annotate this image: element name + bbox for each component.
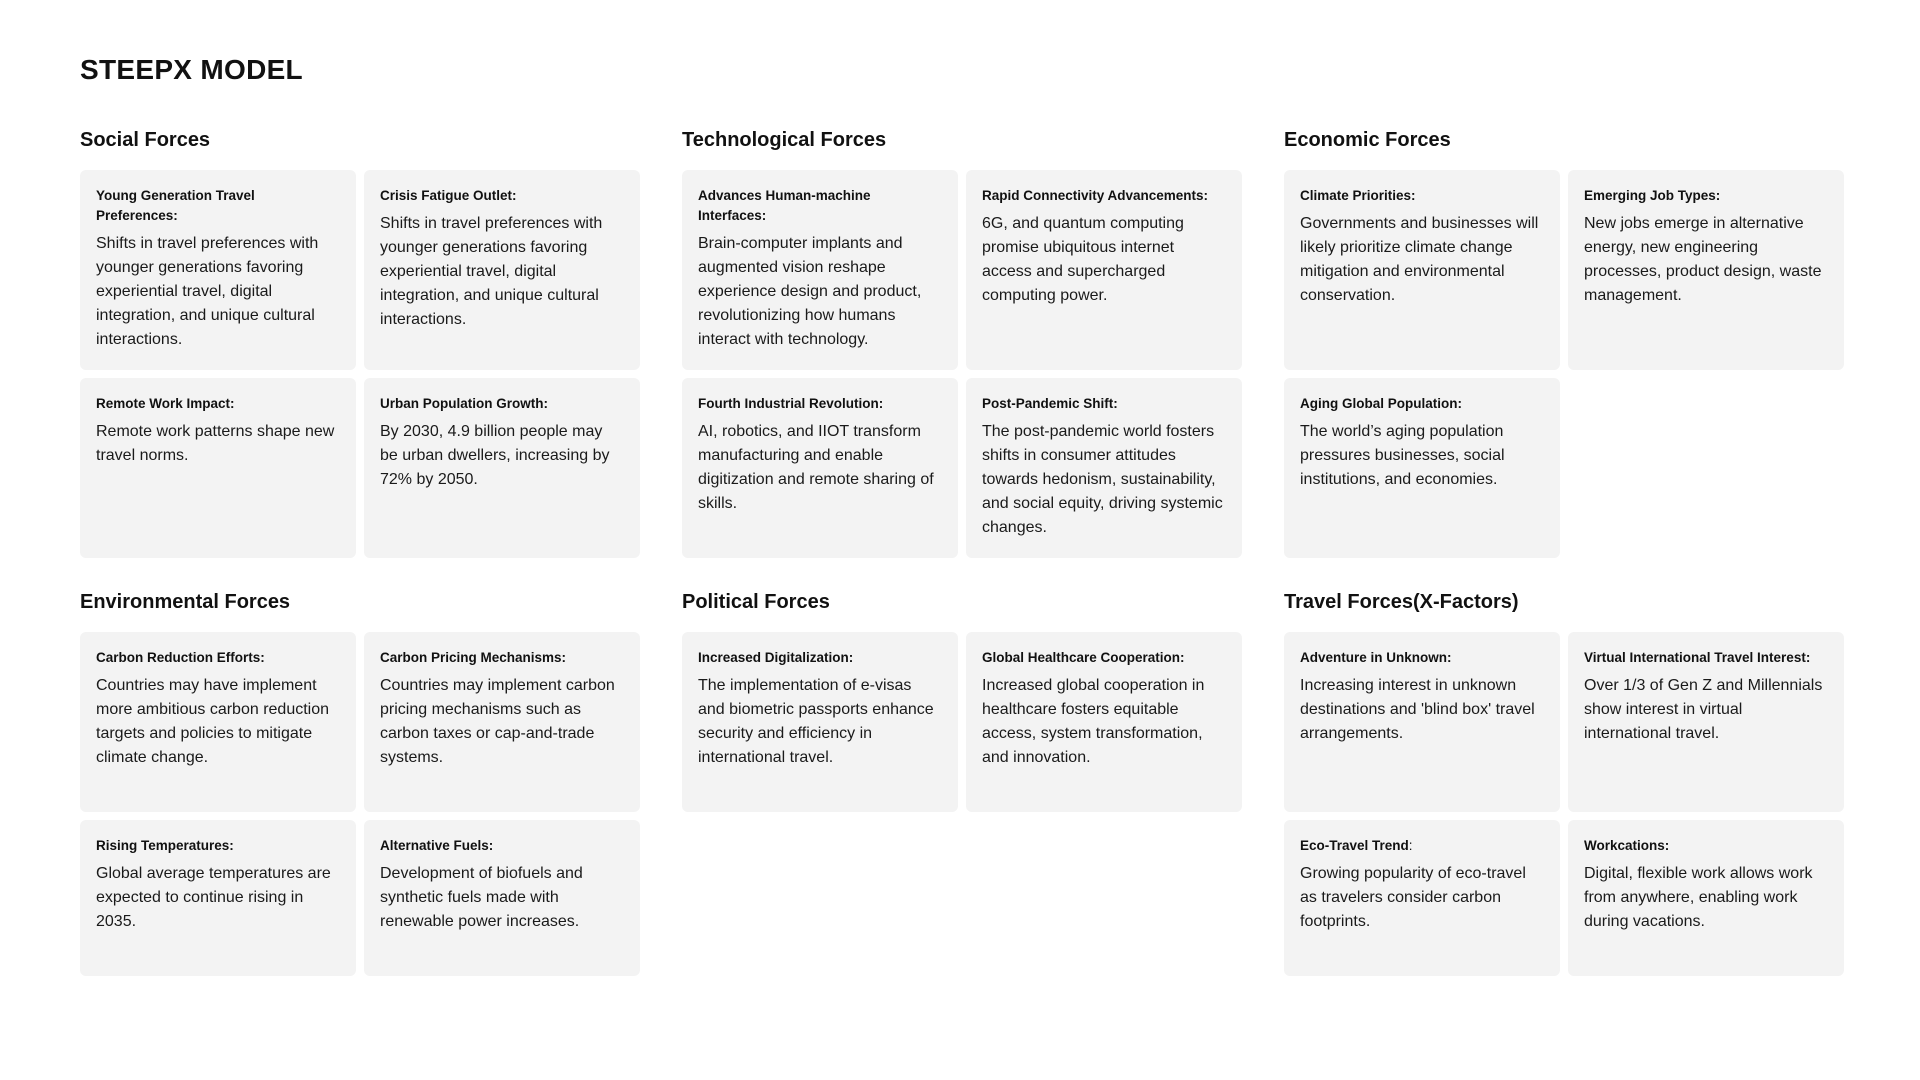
- section-political-forces: [682, 586, 1242, 812]
- card-title: Crisis Fatigue Outlet:: [380, 188, 517, 203]
- card-remote-work-impact: [80, 378, 356, 558]
- card-title: Emerging Job Types:: [1584, 188, 1721, 203]
- card-title: Adventure in Unknown:: [1300, 650, 1452, 665]
- card-text: The post-pandemic world fosters shifts in consumer attitudes towards hedonism, sustainability, and social equity, driving systemic changes.: [982, 423, 1223, 536]
- section-title: Technological Forces: [682, 129, 887, 151]
- card-text: Governments and businesses will likely prioritize climate change mitigation and environmental conservation.: [1300, 215, 1539, 304]
- card-text: Development of biofuels and synthetic fuels made with renewable power increases.: [380, 865, 583, 930]
- section-title: Political Forces: [682, 591, 830, 613]
- card-grid: [80, 820, 640, 976]
- card-title: Virtual International Travel Interest:: [1584, 650, 1811, 665]
- section-economic-forces: [1284, 124, 1844, 558]
- card-grid: [80, 632, 640, 812]
- card-carbon-reduction-efforts: [80, 632, 356, 812]
- card-text: Shifts in travel preferences with younger generations favoring experiential travel, digital integration, and unique cultural interactions.: [380, 215, 603, 328]
- card-text: Growing popularity of eco-travel as travelers consider carbon footprints.: [1300, 865, 1526, 930]
- card-title: Alternative Fuels:: [380, 838, 494, 853]
- card-grid: [1284, 170, 1844, 370]
- card-title: Remote Work Impact:: [96, 396, 235, 411]
- card-workcations: [1568, 820, 1844, 976]
- card-climate-priorities: [1284, 170, 1560, 370]
- card-text: Countries may implement carbon pricing mechanisms such as carbon taxes or cap-and-trade systems.: [380, 677, 615, 766]
- card-carbon-pricing-mechanisms: [364, 632, 640, 812]
- card-text: New jobs emerge in alternative energy, new engineering processes, product design, waste management.: [1584, 215, 1822, 304]
- card-title: Urban Population Growth:: [380, 396, 548, 411]
- card-emerging-job-types: [1568, 170, 1844, 370]
- card-rapid-connectivity: [966, 170, 1242, 370]
- card-eco-travel-trend: [1284, 820, 1560, 976]
- card-title: Advances Human-machine Interfaces:: [698, 188, 871, 223]
- card-adventure-in-unknown: [1284, 632, 1560, 812]
- card-title: Climate Priorities:: [1300, 188, 1416, 203]
- section-travel-forces: [1284, 586, 1844, 976]
- card-title: Carbon Pricing Mechanisms:: [380, 650, 567, 665]
- card-title: Workcations:: [1584, 838, 1670, 853]
- card-title: Carbon Reduction Efforts:: [96, 650, 265, 665]
- card-text: Increasing interest in unknown destinations and 'blind box' travel arrangements.: [1300, 677, 1535, 742]
- card-text: The implementation of e-visas and biometric passports enhance security and efficiency in international travel.: [698, 677, 934, 766]
- section-title: Travel Forces(X-Factors): [1284, 591, 1519, 613]
- card-virtual-international-travel: [1568, 632, 1844, 812]
- card-title: [1300, 836, 1544, 856]
- section-title: Environmental Forces: [80, 591, 291, 613]
- card-title-suffix: :: [1408, 838, 1413, 853]
- card-text: AI, robotics, and IIOT transform manufacturing and enable digitization and remote sharing of skills.: [698, 423, 934, 512]
- card-text: Digital, flexible work allows work from anywhere, enabling work during vacations.: [1584, 865, 1813, 930]
- card-title: Young Generation Travel Preferences:: [96, 188, 255, 223]
- card-grid: [682, 170, 1242, 370]
- card-title: Post-Pandemic Shift:: [982, 396, 1118, 411]
- card-text: By 2030, 4.9 billion people may be urban dwellers, increasing by 72% by 2050.: [380, 423, 610, 488]
- card-grid: [80, 170, 640, 370]
- card-aging-global-population: [1284, 378, 1560, 558]
- card-title: Rising Temperatures:: [96, 838, 234, 853]
- card-text: Remote work patterns shape new travel norms.: [96, 423, 335, 464]
- card-placeholder: [1568, 378, 1844, 558]
- card-young-generation-travel: [80, 170, 356, 370]
- section-title: Social Forces: [80, 129, 211, 151]
- card-text: Increased global cooperation in healthcare fosters equitable access, system transformation, and innovation.: [982, 677, 1205, 766]
- section-title: Economic Forces: [1284, 129, 1451, 151]
- card-text: Global average temperatures are expected to continue rising in 2035.: [96, 865, 331, 930]
- card-grid: [682, 632, 1242, 812]
- card-text: Shifts in travel preferences with younger generations favoring experiential travel, digital integration, and unique cultural interactions.: [96, 235, 319, 348]
- card-urban-population-growth: [364, 378, 640, 558]
- card-crisis-fatigue-outlet: [364, 170, 640, 370]
- section-technological-forces: [682, 124, 1242, 558]
- card-fourth-industrial-revolution: [682, 378, 958, 558]
- card-title: Fourth Industrial Revolution:: [698, 396, 884, 411]
- card-title: Rapid Connectivity Advancements:: [982, 188, 1209, 203]
- card-post-pandemic-shift: [966, 378, 1242, 558]
- card-text: Brain-computer implants and augmented vision reshape experience design and product, revolutionizing how humans interact with technology.: [698, 235, 922, 348]
- card-grid: [80, 378, 640, 558]
- card-text: Over 1/3 of Gen Z and Millennials show interest in virtual international travel.: [1584, 677, 1823, 742]
- card-title: Aging Global Population:: [1300, 396, 1462, 411]
- card-text: 6G, and quantum computing promise ubiquitous internet access and supercharged computing power.: [982, 215, 1184, 304]
- card-global-healthcare-cooperation: [966, 632, 1242, 812]
- section-social-forces: [80, 124, 640, 558]
- card-increased-digitalization: [682, 632, 958, 812]
- card-grid: [1284, 378, 1844, 558]
- card-title: Global Healthcare Cooperation:: [982, 650, 1185, 665]
- card-alternative-fuels: [364, 820, 640, 976]
- card-text: The world’s aging population pressures businesses, social institutions, and economies.: [1300, 423, 1505, 488]
- card-rising-temperatures: [80, 820, 356, 976]
- card-text: Countries may have implement more ambitious carbon reduction targets and policies to mitigate climate change.: [96, 677, 330, 766]
- card-grid: [682, 378, 1242, 558]
- card-title-text: Eco-Travel Trend: [1300, 838, 1409, 853]
- section-environmental-forces: [80, 586, 640, 976]
- page-title: STEEPX MODEL: [80, 54, 303, 85]
- card-grid: [1284, 820, 1844, 976]
- card-human-machine-interfaces: [682, 170, 958, 370]
- card-title: Increased Digitalization:: [698, 650, 854, 665]
- card-grid: [1284, 632, 1844, 812]
